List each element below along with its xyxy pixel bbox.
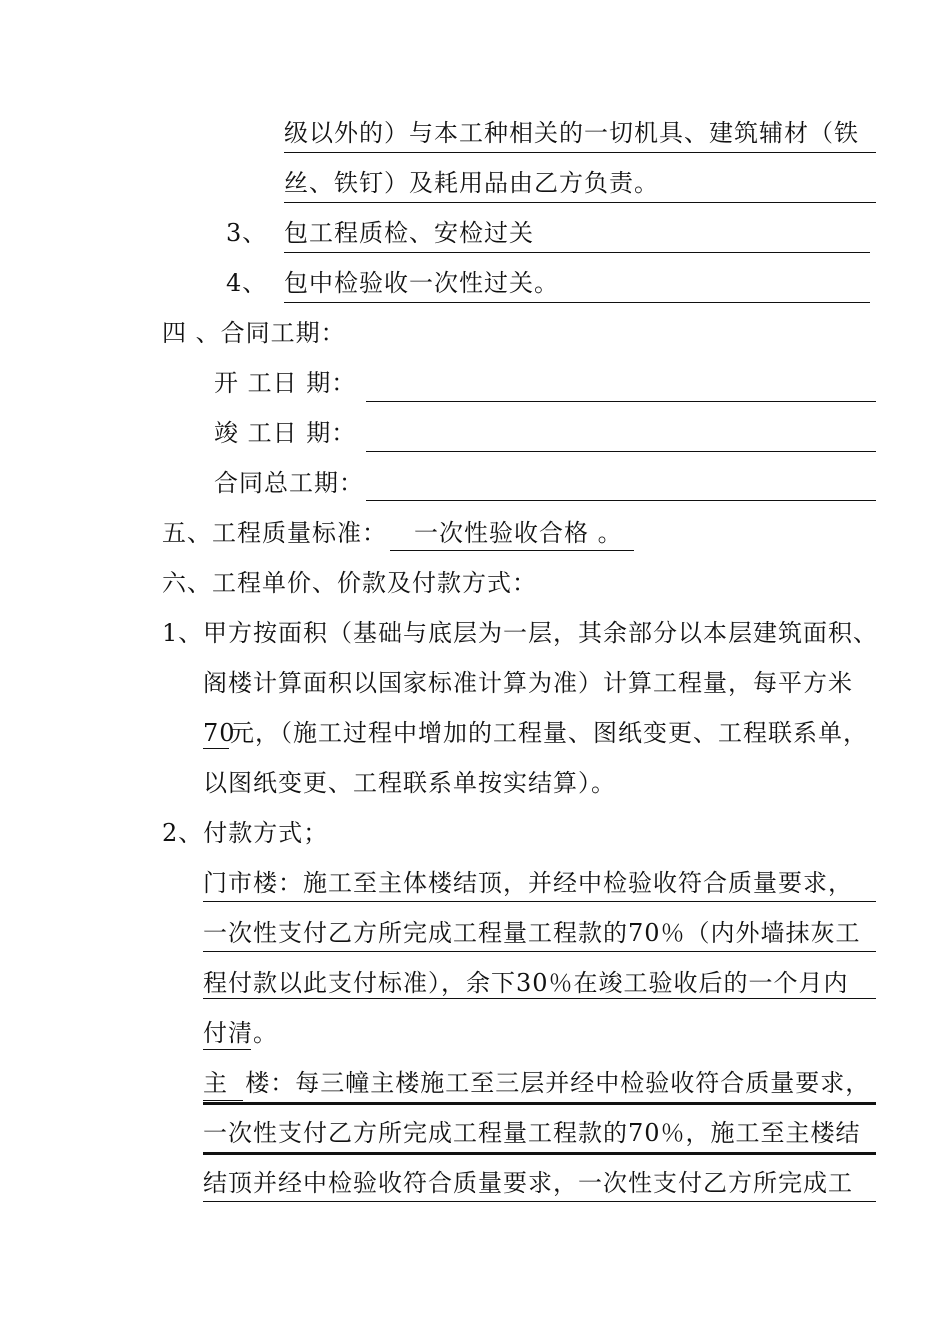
item1-line4: 以图纸变更、工程联系单按实结算）。 (203, 769, 616, 797)
section5-heading: 五、工程质量标准： (162, 519, 387, 547)
end-date-label: 竣 工日 期： (214, 419, 357, 447)
item3-number: 3、 (226, 219, 268, 247)
underline (203, 1152, 876, 1155)
item4-text: 包中检验收一次性过关。 (284, 269, 559, 297)
underline (284, 202, 876, 203)
clause3-line2: 丝、铁钉）及耗用品由乙方负责。 (284, 169, 659, 197)
clause3-line1: 级以外的）与本工种相关的一切机具、建筑辅材（铁 (284, 119, 859, 147)
payment-heading: 2、付款方式； (162, 819, 329, 847)
total-period-label: 合同总工期： (214, 469, 364, 497)
start-date-line (366, 401, 876, 402)
quality-standard-line (390, 550, 634, 551)
item1-number: 1、 (162, 619, 204, 647)
underline (203, 901, 876, 902)
shop-line2: 一次性支付乙方所完成工程量工程款的70％（内外墙抹灰工 (203, 919, 861, 947)
shop-line4: 付清。 (203, 1019, 278, 1047)
underline (203, 1102, 876, 1105)
item1-line3: 元，（施工过程中增加的工程量、图纸变更、工程联系单， (230, 719, 868, 747)
section6-heading: 六、工程单价、价款及付款方式： (162, 569, 537, 597)
quality-standard-value: 一次性验收合格 。 (414, 519, 623, 547)
total-period-line (366, 500, 876, 501)
shop-line3: 程付款以此支付标准），余下30％在竣工验收后的一个月内 (203, 969, 849, 997)
main-line3: 结顶并经中检验收符合质量要求，一次性支付乙方所完成工 (203, 1169, 853, 1197)
underline (284, 252, 870, 253)
item1-line2: 阁楼计算面积以国家标准计算为准）计算工程量，每平方米 (203, 669, 853, 697)
underline (203, 1201, 876, 1202)
main-line2: 一次性支付乙方所完成工程量工程款的70％，施工至主楼结 (203, 1119, 861, 1147)
unit-price-line (203, 748, 229, 749)
shop-line1: 门市楼：施工至主体楼结顶，并经中检验收符合质量要求， (203, 869, 853, 897)
start-date-label: 开 工日 期： (214, 369, 357, 397)
unit-price-value: 70 (203, 719, 236, 747)
item1-line1: 甲方按面积（基础与底层为一层，其余部分以本层建筑面积、 (203, 619, 878, 647)
item4-number: 4、 (226, 269, 268, 297)
main-line1: 主 楼：每三幢主楼施工至三层并经中检验收符合质量要求， (203, 1069, 871, 1097)
underline (203, 1049, 251, 1050)
underline (203, 951, 876, 952)
end-date-line (366, 451, 876, 452)
item3-text: 包工程质检、安检过关 (284, 219, 534, 247)
underline (203, 1100, 243, 1101)
section4-heading: 四 、合同工期： (162, 319, 346, 347)
underline (284, 302, 870, 303)
underline (203, 998, 876, 999)
underline (284, 152, 876, 153)
